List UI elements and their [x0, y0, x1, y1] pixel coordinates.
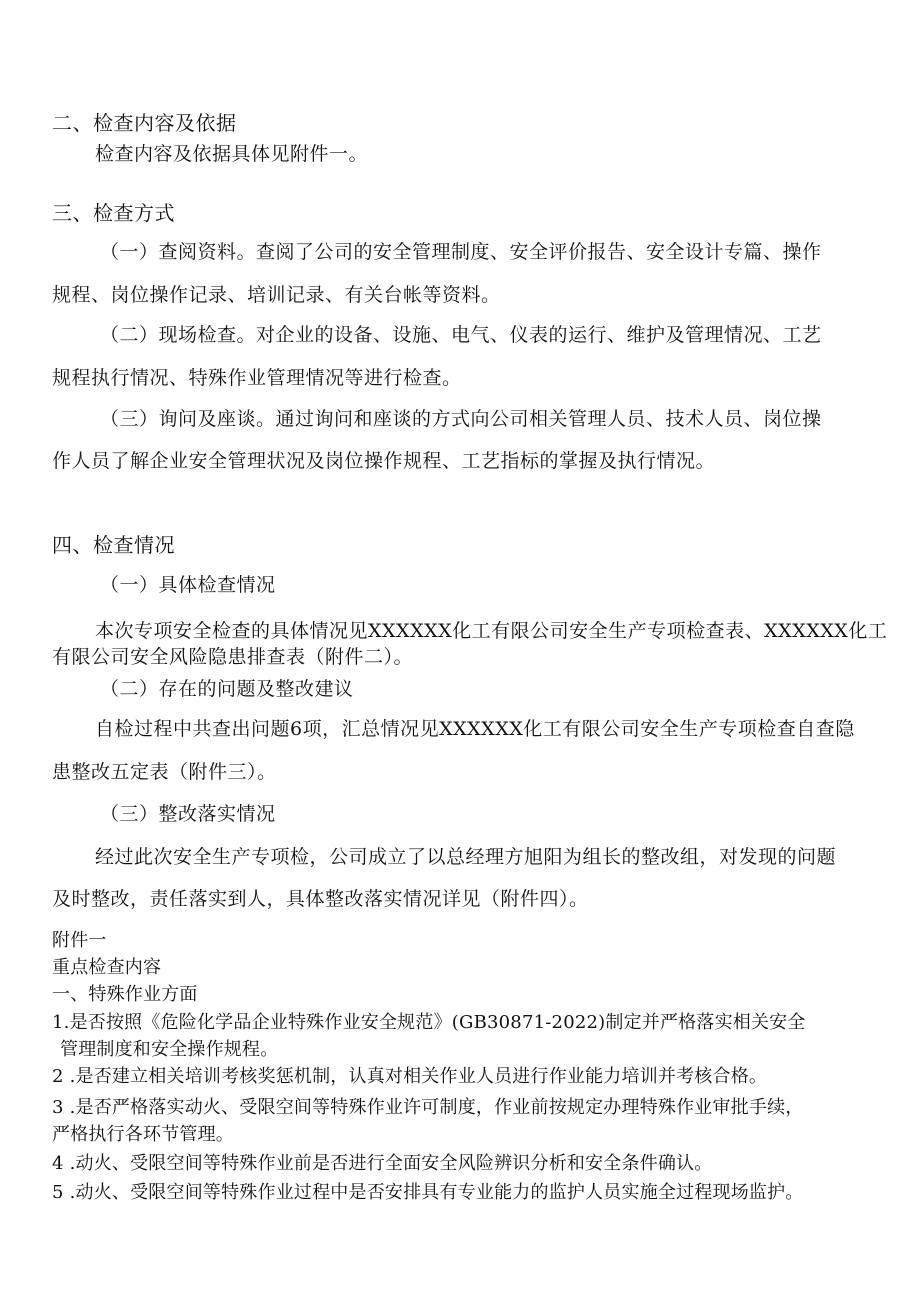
section4-sub3: （三）整改落实情况	[100, 803, 276, 825]
attachment-item1-line1: 1.是否按照《危险化学品企业特殊作业安全规范》(GB30871-2022)制定并严格落实相关安全	[52, 1012, 806, 1033]
attachment-item1-line2: 管理制度和安全操作规程。	[60, 1039, 279, 1060]
section3-item1-line2: 规程、岗位操作记录、培训记录、有关台帐等资料。	[52, 284, 501, 306]
section2-body: 检查内容及依据具体见附件一。	[95, 143, 369, 165]
attachment-item3-line2: 严格执行各环节管理。	[52, 1124, 234, 1145]
attachment-item2: 2 .是否建立相关培训考核奖惩机制，认真对相关作业人员进行作业能力培训并考核合格。	[52, 1066, 768, 1087]
section3-item2-line1: （二）现场检查。对企业的设备、设施、电气、仪表的运行、维护及管理情况、工艺	[100, 324, 822, 346]
section4-sub3-line1: 经过此次安全生产专项检，公司成立了以总经理方旭阳为组长的整改组，对发现的问题	[95, 846, 837, 868]
attachment-title: 重点检查内容	[52, 957, 162, 978]
section4-sub1-line1: 本次专项安全检查的具体情况见XXXXXX化工有限公司安全生产专项检查表、XXXXXX化工	[95, 620, 888, 642]
section4-sub1-line2: 有限公司安全风险隐患排查表（附件二）。	[52, 646, 414, 668]
section4-heading: 四、检查情况	[52, 533, 175, 557]
section4-sub2: （二）存在的问题及整改建议	[100, 678, 354, 700]
section2-heading: 二、检查内容及依据	[52, 111, 237, 135]
attachment-label: 附件一	[52, 930, 107, 951]
section4-sub1: （一）具体检查情况	[100, 574, 276, 596]
section3-item3-line2: 作人员了解企业安全管理状况及岗位操作规程、工艺指标的掌握及执行情况。	[52, 450, 716, 472]
attachment-item4: 4 .动火、受限空间等特殊作业前是否进行全面安全风险辨识分析和安全条件确认。	[52, 1153, 713, 1174]
section4-sub3-line2: 及时整改，责任落实到人，具体整改落实情况详见（附件四）。	[52, 888, 589, 910]
section3-item3-line1: （三）询问及座谈。通过询问和座谈的方式向公司相关管理人员、技术人员、岗位操	[100, 408, 822, 430]
attachment-section: 一、特殊作业方面	[52, 984, 198, 1005]
attachment-item3-line1: 3 .是否严格落实动火、受限空间等特殊作业许可制度，作业前按规定办理特殊作业审批手续，	[52, 1097, 804, 1118]
section4-sub2-line1: 自检过程中共查出问题6项，汇总情况见XXXXXX化工有限公司安全生产专项检查自查隐	[95, 718, 855, 740]
section3-item1-line1: （一）查阅资料。查阅了公司的安全管理制度、安全评价报告、安全设计专篇、操作	[100, 241, 822, 263]
section3-item2-line2: 规程执行情况、特殊作业管理情况等进行检查。	[52, 367, 462, 389]
attachment-item5: 5 .动火、受限空间等特殊作业过程中是否安排具有专业能力的监护人员实施全过程现场监护。	[52, 1182, 804, 1203]
section4-sub2-line2: 患整改五定表（附件三）。	[52, 761, 277, 783]
section3-heading: 三、检查方式	[52, 201, 175, 225]
